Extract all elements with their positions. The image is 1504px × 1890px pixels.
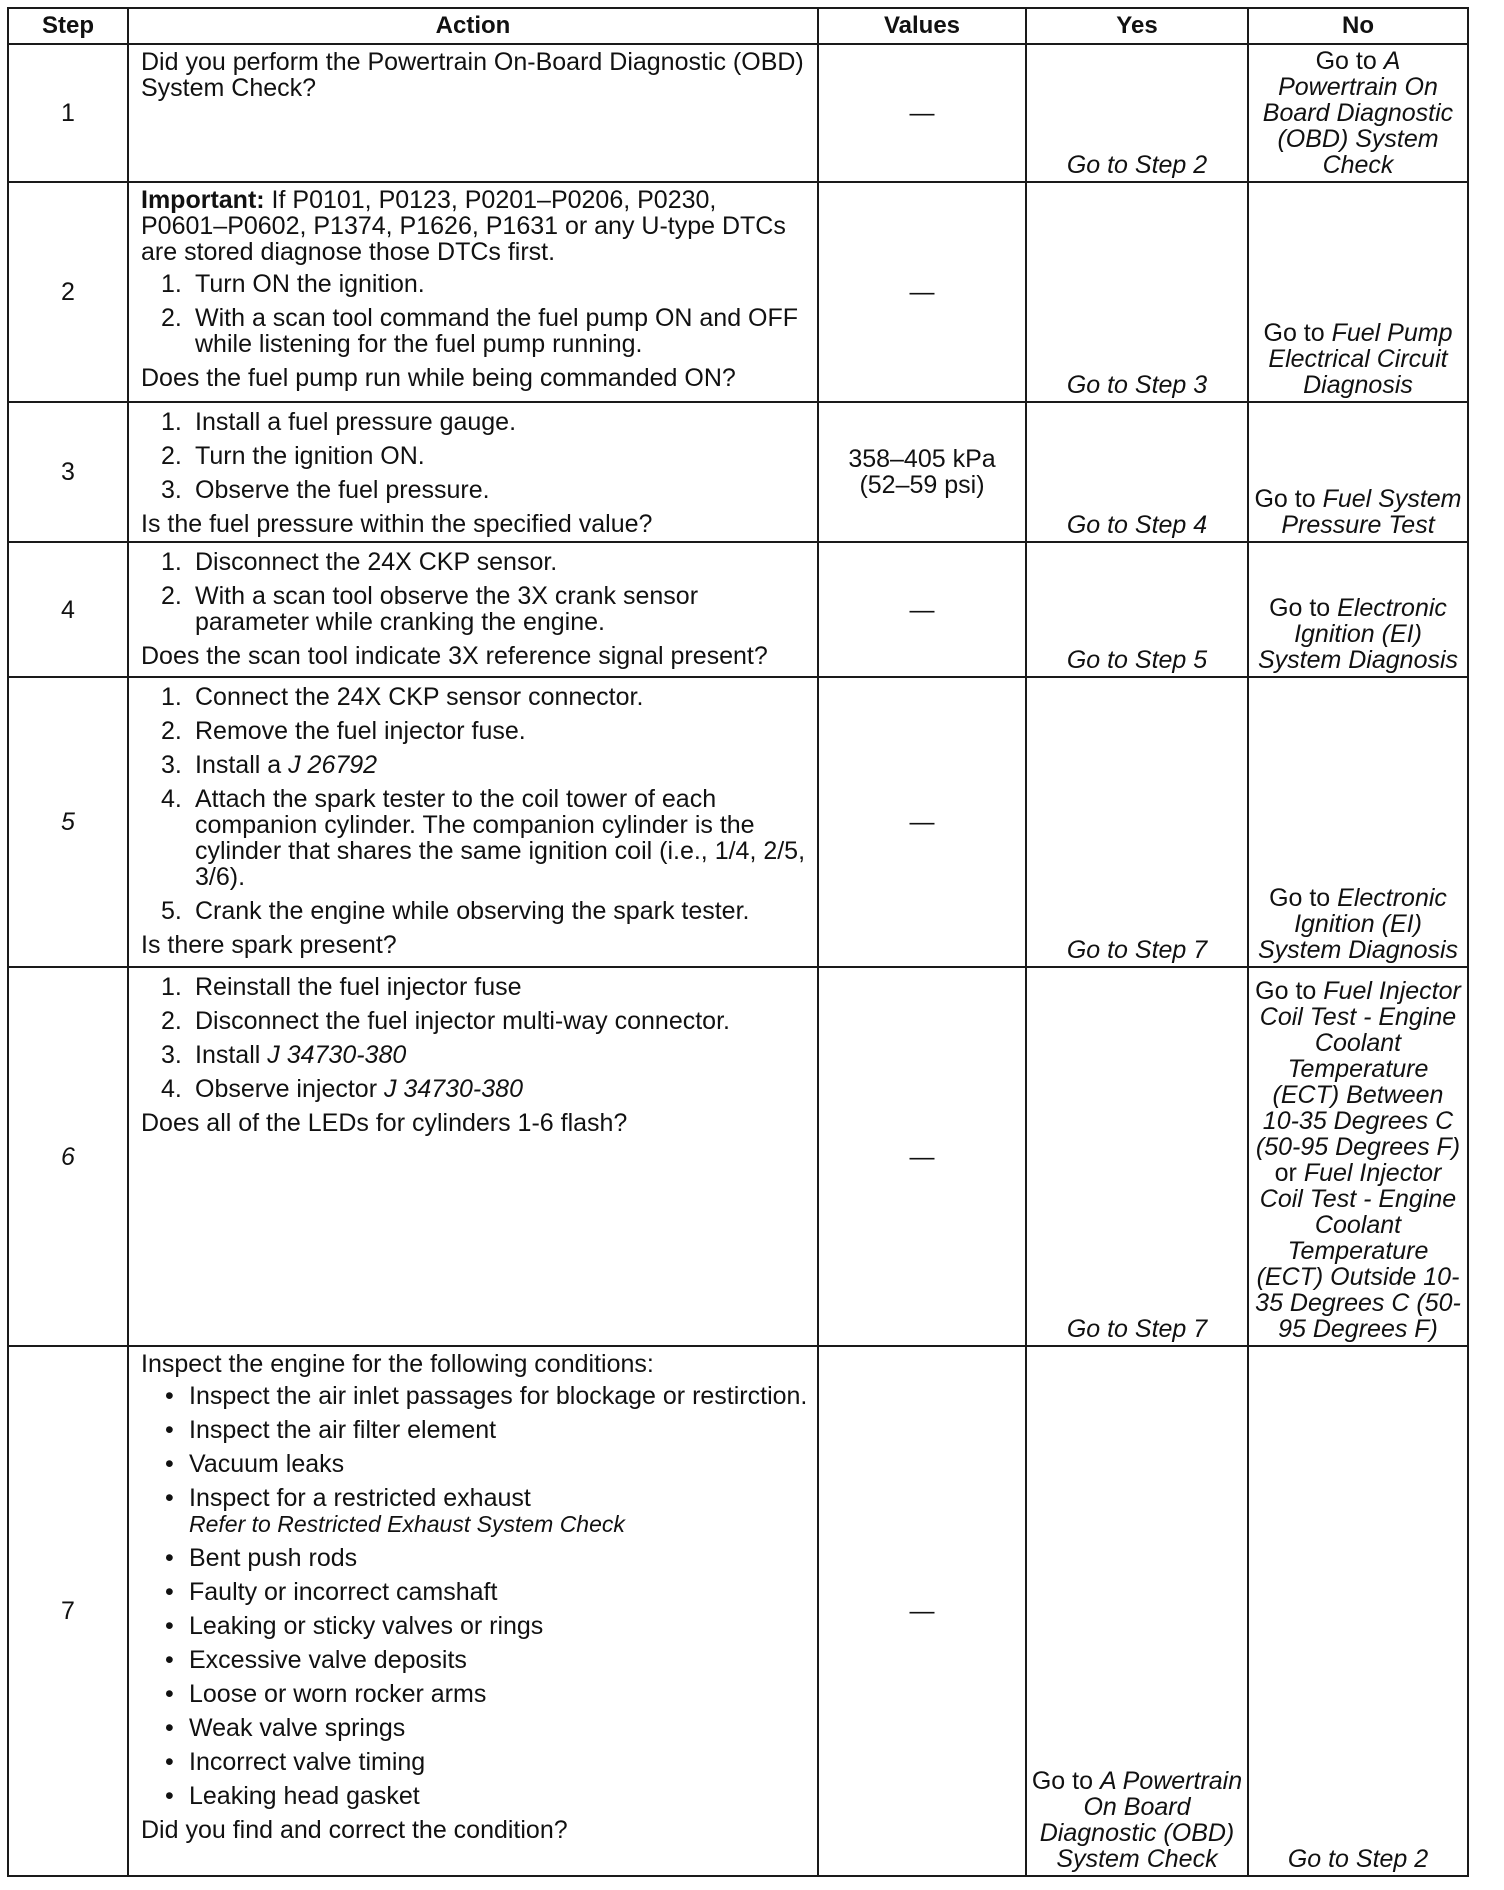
action-step [141,583,809,635]
step-num: 2. [161,442,182,471]
tool-reference[interactable]: J 26792 [288,751,378,780]
bullet: • [165,1747,174,1776]
header-values: Values [818,8,1026,44]
list-item [141,1417,809,1443]
action-steps [141,684,809,924]
no-link-text[interactable]: Electronic Ignition (EI) System Diagnosis [1257,594,1459,675]
table-row [8,677,1468,967]
action-step [141,549,809,575]
step-text: Remove the fuel injector fuse. [195,717,526,746]
value-cell: — [818,677,1026,967]
step-text-prefix: Install [195,1041,268,1070]
step-text: Turn the ignition ON. [195,442,425,471]
action-question: Did you find and correct the condition? [141,1815,568,1844]
step-num: 1. [161,270,182,299]
step-num: 2. [161,582,182,611]
yes-link[interactable]: Go to Step 7 [1026,967,1248,1345]
restricted-exhaust-reference[interactable]: Refer to Restricted Exhaust System Check [189,1510,625,1537]
action-step [141,305,809,357]
yes-link[interactable] [1026,1346,1248,1876]
action-question: Does the fuel pump run while being commanded ON? [141,364,736,393]
value-cell [818,402,1026,542]
no-link[interactable] [1248,182,1468,402]
value-kpa: 358–405 kPa [848,445,996,474]
action-step [141,409,809,435]
tool-reference[interactable]: J 34730-380 [267,1041,407,1070]
bullet: • [165,1679,174,1708]
action-cell [128,182,818,402]
no-link[interactable] [1248,44,1468,182]
step-text-prefix: Install a [195,751,289,780]
list-item [141,1783,809,1809]
action-intro: Inspect the engine for the following conditions: [141,1349,654,1378]
header-step: Step [8,8,128,44]
no-link[interactable] [1248,677,1468,967]
value-cell: — [818,44,1026,182]
bullet: • [165,1415,174,1444]
action-cell [128,402,818,542]
list-item-text: Inspect for a restricted exhaust [189,1483,531,1512]
action-cell [128,967,818,1345]
step-num: 2. [161,1007,182,1036]
action-step [141,1008,809,1034]
important-label: Important: [141,186,265,215]
action-steps [141,271,809,357]
list-item-text: Weak valve springs [189,1713,406,1742]
step-num: 5. [161,897,182,926]
step-text: Observe the fuel pressure. [195,476,490,505]
no-conjunction: or [1274,1158,1304,1187]
action-question: Does the scan tool indicate 3X reference signal present? [141,642,768,671]
bullet: • [165,1645,174,1674]
diagnostic-table [7,7,1469,1877]
no-prefix: Go to [1254,485,1323,514]
no-prefix: Go to [1315,47,1384,76]
bullet: • [165,1381,174,1410]
action-step [141,684,809,710]
list-item [141,1647,809,1673]
important-note [141,187,809,265]
bullet: • [165,1449,174,1478]
step-num: 3. [161,751,182,780]
list-item [141,1749,809,1775]
action-step [141,974,809,1000]
step-text: Crank the engine while observing the spark tester. [195,897,750,926]
action-step [141,752,809,778]
table-row [8,967,1468,1345]
list-item [141,1681,809,1707]
table-row [8,402,1468,542]
step-text: Reinstall the fuel injector fuse [195,973,522,1002]
step-num: 3. [161,476,182,505]
step-num: 1. [161,408,182,437]
list-item [141,1579,809,1605]
value-cell: — [818,182,1026,402]
step-number: 3 [8,402,128,542]
step-text-prefix: Observe injector [195,1075,384,1104]
yes-link[interactable]: Go to Step 7 [1026,677,1248,967]
action-step [141,1042,809,1068]
action-question: Did you perform the Powertrain On-Board Diagnostic (OBD) System Check? [141,48,804,103]
action-steps [141,549,809,635]
no-link[interactable] [1248,402,1468,542]
bullet: • [165,1483,174,1512]
step-text: With a scan tool observe the 3X crank sensor parameter while cranking the engine. [195,582,699,637]
step-num: 2. [161,717,182,746]
step-num: 4. [161,1075,182,1104]
no-prefix: Go to [1269,884,1338,913]
step-text: Disconnect the 24X CKP sensor. [195,548,558,577]
bullet: • [165,1543,174,1572]
value-cell: — [818,967,1026,1345]
no-link-text[interactable]: Fuel System Pressure Test [1281,485,1462,540]
step-text: Install a fuel pressure gauge. [195,408,517,437]
step-num: 1. [161,548,182,577]
step-number: 2 [8,182,128,402]
step-number: 1 [8,44,128,182]
step-number-text: 6 [61,1142,75,1171]
value-psi: (52–59 psi) [859,471,985,500]
action-step [141,898,809,924]
header-row [8,8,1468,44]
yes-link[interactable]: Go to Step 2 [1026,44,1248,182]
list-item-text: Bent push rods [189,1543,358,1572]
step-text: Disconnect the fuel injector multi-way connector. [195,1007,730,1036]
table-row [8,182,1468,402]
step-num: 3. [161,1041,182,1070]
no-prefix: Go to [1269,594,1338,623]
list-item [141,1451,809,1477]
action-step [141,271,809,297]
no-link-text[interactable]: Fuel Pump Electrical Circuit Diagnosis [1268,319,1453,400]
header-action: Action [128,8,818,44]
action-steps [141,974,809,1102]
step-text: Turn ON the ignition. [195,270,425,299]
list-item-text: Leaking head gasket [189,1781,420,1810]
list-item [141,1715,809,1741]
yes-link[interactable]: Go to Step 4 [1026,402,1248,542]
list-item-text: Incorrect valve timing [189,1747,426,1776]
bullet: • [165,1577,174,1606]
action-step [141,786,809,890]
step-num: 1. [161,683,182,712]
step-number [8,967,128,1345]
step-number: 4 [8,542,128,677]
no-link[interactable]: Go to Step 2 [1248,1346,1468,1876]
no-prefix: Go to [1255,976,1324,1005]
no-link-text[interactable]: Fuel Injector Coil Test - Engine Coolant Temperature (ECT) Outside 10-35 Degrees C (50-95 Degrees F) [1255,1158,1461,1343]
no-link-text[interactable]: A Powertrain On Board Diagnostic (OBD) System Check [1262,47,1454,180]
action-question: Is there spark present? [141,931,397,960]
header-no: No [1248,8,1468,44]
action-question: Is the fuel pressure within the specified value? [141,510,653,539]
header-yes: Yes [1026,8,1248,44]
no-link-text[interactable]: Fuel Injector Coil Test - Engine Coolant Temperature (ECT) Between 10-35 Degrees C (50-95 Degrees F) [1255,976,1461,1161]
no-link[interactable] [1248,542,1468,677]
action-cell [128,542,818,677]
step-number: 7 [8,1346,128,1876]
step-num: 2. [161,304,182,333]
no-link[interactable] [1248,967,1468,1345]
list-item-text: Faulty or incorrect camshaft [189,1577,498,1606]
list-item-text: Excessive valve deposits [189,1645,467,1674]
step-num: 1. [161,973,182,1002]
diagnostic-table-sheet [7,7,1467,1877]
value-cell: — [818,1346,1026,1876]
tool-reference[interactable]: J 34730-380 [383,1075,523,1104]
step-text: Connect the 24X CKP sensor connector. [195,683,644,712]
yes-prefix: Go to [1031,1767,1100,1795]
action-question: Does all of the LEDs for cylinders 1-6 flash? [141,1109,628,1138]
bullet: • [165,1781,174,1810]
table-row [8,44,1468,182]
list-item [141,1613,809,1639]
action-step [141,477,809,503]
bullet: • [165,1611,174,1640]
list-item [141,1485,809,1537]
important-text: If P0101, P0123, P0201–P0206, P0230, P0601–P0602, P1374, P1626, P1631 or any U-type DTCs are stored diagnose those DTCs first. [141,186,786,267]
action-cell [128,1346,818,1876]
list-item-text: Inspect the air filter element [189,1415,497,1444]
list-item-text: Vacuum leaks [189,1449,345,1478]
yes-link-text[interactable]: A Powertrain On Board Diagnostic (OBD) System Check [1039,1767,1243,1873]
list-item-text: Leaking or sticky valves or rings [189,1611,544,1640]
action-step [141,718,809,744]
value-cell: — [818,542,1026,677]
condition-list [141,1383,809,1809]
table-row [8,1346,1468,1876]
step-number-text: 5 [61,808,75,837]
no-link-text[interactable]: Electronic Ignition (EI) System Diagnosis [1257,884,1459,965]
action-cell [128,44,818,182]
action-steps [141,409,809,503]
no-prefix: Go to [1263,319,1332,348]
list-item [141,1383,809,1409]
yes-link[interactable]: Go to Step 5 [1026,542,1248,677]
step-text: Attach the spark tester to the coil tower of each companion cylinder. The companion cylinder is the cylinder that shares the same ignition coil (i.e., 1/4, 2/5, 3/6). [195,785,806,892]
bullet: • [165,1713,174,1742]
action-step [141,443,809,469]
list-item-text: Inspect the air inlet passages for blockage or restirction. [189,1381,808,1410]
action-step [141,1076,809,1102]
yes-link[interactable]: Go to Step 3 [1026,182,1248,402]
step-number [8,677,128,967]
list-item-text: Loose or worn rocker arms [189,1679,487,1708]
action-cell [128,677,818,967]
step-text: With a scan tool command the fuel pump ON and OFF while listening for the fuel pump running. [195,304,799,359]
step-num: 4. [161,785,182,814]
table-row [8,542,1468,677]
list-item [141,1545,809,1571]
